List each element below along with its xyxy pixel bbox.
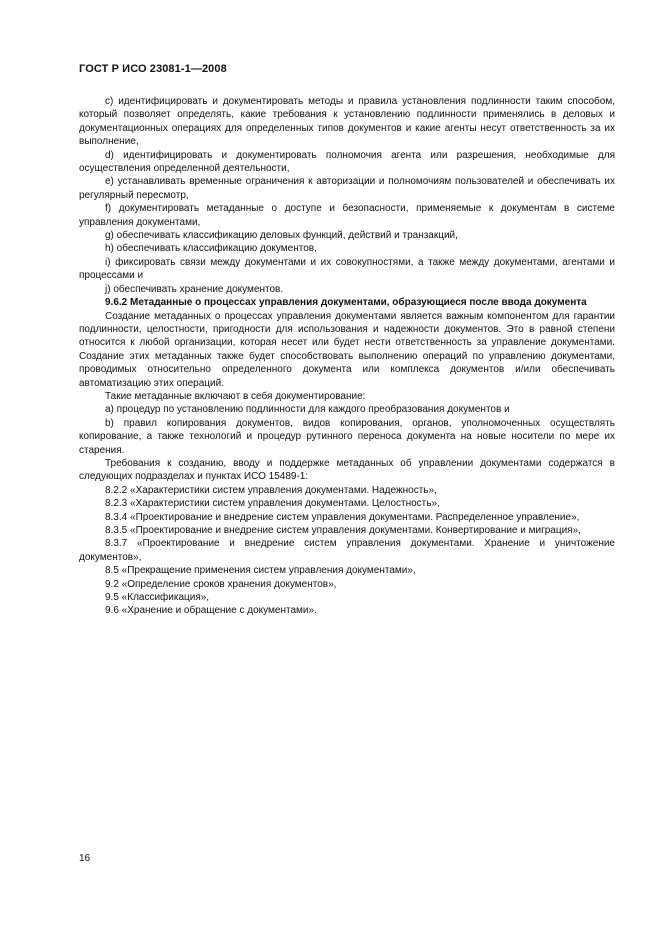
list-item-b: b) правил копирования документов, видов копирования, органов, уполномоченных осуществлять копирование, а также технологий и процедур рутинного переноса документа на новые носители по мере их старения.: [79, 417, 615, 456]
list-item-d: d) идентифицировать и документировать полномочия агента или разрешения, необходимые для осуществления определенной деятельности,: [79, 149, 615, 175]
reference-item: 8.3.4 «Проектирование и внедрение систем управления документами. Распределенное управление»,: [105, 511, 580, 523]
list-item-a: a) процедур по установлению подлинности для каждого преобразования документов и: [105, 404, 510, 416]
document-code-header: ГОСТ Р ИСО 23081-1—2008: [79, 63, 227, 75]
reference-item: 8.3.5 «Проектирование и внедрение систем управления документами. Конвертирование и миграция»,: [105, 525, 581, 536]
document-body: [79, 95, 615, 618]
list-item-h: h) обеспечивать классификацию документов,: [105, 243, 317, 255]
page-number: 16: [79, 853, 91, 864]
list-item-j: j) обеспечивать хранение документов.: [105, 283, 284, 295]
paragraph-requirements: Требования к созданию, вводу и поддержке метаданных об управлении документами содержатся в следующих подразделах и пунктах ИСО 15489-1:: [79, 457, 615, 483]
reference-item: 8.3.7 «Проектирование и внедрение систем управления документами. Хранение и уничтожение документов»,: [79, 538, 615, 563]
list-item-g: g) обеспечивать классификацию деловых функций, действий и транзакций,: [105, 230, 458, 242]
list-item-i: i) фиксировать связи между документами и их совокупностями, а также между документами, агентами и процессами и: [79, 256, 615, 282]
list-item-f: f) документировать метаданные о доступе и безопасности, применяемые к документам в системе управления документами,: [79, 203, 615, 228]
reference-item: 8.2.2 «Характеристики систем управления документами. Надежность»,: [105, 484, 437, 496]
section-heading-9-6-2: 9.6.2 Метаданные о процессах управления документами, образующиеся после ввода документа: [105, 297, 587, 309]
reference-item: 8.5 «Прекращение применения систем управления документами»,: [105, 565, 416, 577]
reference-item: 9.6 «Хранение и обращение с документами».: [105, 605, 317, 617]
list-item-c: c) идентифицировать и документировать методы и правила установления подлинности таким способом, который позволяет определять, какие требования к установлению подлинности применялись в деловых и документационных операциях для определенных типов документов и какие агенты несут ответственность за их выполнение,: [79, 96, 615, 148]
paragraph-metadata-includes: Такие метаданные включают в себя документирование:: [105, 390, 366, 402]
paragraph-metadata-creation: Создание метаданных о процессах управления документами является важным компонентом для гарантии подлинности, целостности, пригодности для использования и надежности документов. Это в равной степени относится к любой организации, которая несет или будет нести ответственность за управление документами. Создание этих метаданных также будет способствовать выполнению операций по управлению документами, проводимых относительно определенного документа или комплекса документов и/или обеспечивать автоматизацию этих операций.: [79, 310, 615, 389]
reference-item: 9.2 «Определение сроков хранения документов»,: [105, 578, 337, 590]
list-item-e: e) устанавливать временные ограничения к авторизации и полномочиям пользователей и обеспечивать их регулярный пересмотр,: [79, 176, 615, 201]
reference-item: 8.2.3 «Характеристики систем управления документами. Целостность»,: [105, 498, 440, 510]
reference-item: 9.5 «Классификация»,: [105, 592, 210, 604]
